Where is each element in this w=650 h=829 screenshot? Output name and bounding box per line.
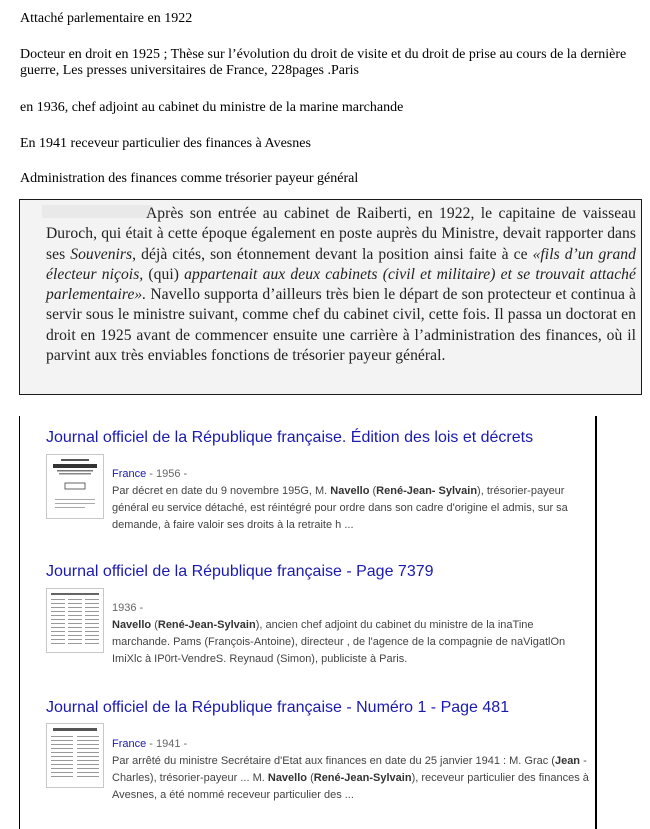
result-snippet-3 (112, 753, 592, 804)
snippet-highlight: Jean (554, 755, 581, 767)
excerpt-part-2: , déjà cités, son étonnement devant la position ainsi faite à ce (132, 245, 533, 263)
result-year-3: - 1941 - (146, 738, 188, 750)
book-excerpt-scan (19, 199, 642, 395)
result-year-2: 1936 - (112, 602, 144, 614)
result-source-1[interactable]: France (112, 468, 147, 480)
snippet-text: ( (307, 772, 314, 784)
snippet-highlight: Navello (267, 772, 308, 784)
result-meta-1 (112, 467, 187, 481)
snippet-highlight: René-Jean-Sylvain (157, 619, 256, 631)
snippet-highlight: René-Jean- Sylvain (376, 485, 478, 497)
career-line-administration: Administration des finances comme trésorier payeur général (20, 171, 359, 186)
result-year-1: - 1956 - (146, 468, 188, 480)
snippet-text: Par décret en date du 9 novembre 195G, M. (112, 485, 331, 497)
result-title-2[interactable]: Journal officiel de la République française - Page 7379 (46, 563, 434, 580)
snippet-text: ( (151, 619, 158, 631)
result-meta-3 (112, 737, 187, 751)
result-thumbnail-1[interactable] (46, 454, 104, 519)
excerpt-part-4: Navello supporta d’ailleurs très bien le départ de son protecteur et continua à servir sous le ministre suivant, comme chef du cabinet civil, cette fois. Il passa un doctorat en droit en 1925 avant de commencer ensuite une carrière à l’administration des finances, où il parvint aux très enviables fonctions de trésorier payeur général. (46, 286, 636, 365)
snippet-text: Par arrêté du ministre Secrétaire d'Etat aux finances en date du 25 janvier 1941 : M. Grac ( (112, 755, 555, 767)
snippet-text: ( (369, 485, 377, 497)
newspaper-cover-icon (47, 455, 103, 518)
snippet-text: ), ancien chef adjoint du cabinet du ministre de la inaTine marchande. Pams (François-Antoine), directeur , de l'agence de la compagnie de naVigatlOn ImiXlc à IP0rt-VendreS. Reynaud (Simon), publiciste à Paris. (112, 619, 566, 665)
career-line-1936: en 1936, chef adjoint au cabinet du ministre de la marine marchande (20, 100, 404, 115)
newspaper-page-icon (47, 589, 103, 652)
result-title-1[interactable]: Journal officiel de la République française. Édition des lois et décrets (46, 429, 534, 446)
snippet-text: - Charles), trésorier-payeur ... M. (112, 755, 587, 784)
search-results-panel (19, 416, 597, 829)
excerpt-part-3: (qui) (143, 265, 185, 283)
result-thumbnail-2[interactable] (46, 588, 104, 653)
excerpt-italic-2: «fils d’un grand électeur niçois, (46, 245, 636, 283)
result-snippet-1 (112, 483, 592, 534)
result-source-3[interactable]: France (112, 738, 147, 750)
excerpt-part-1: Après son entrée au cabinet de Raiberti, en 1922, le capitaine de vaisseau Duroch, qui était à cette époque également en poste auprès du Ministre, devait rapporter dans ses (46, 205, 636, 263)
book-excerpt-text (46, 204, 636, 366)
result-meta-2 (112, 601, 143, 615)
result-thumbnail-3[interactable] (46, 723, 104, 788)
career-line-1925: Docteur en droit en 1925 ; Thèse sur l’évolution du droit de visite et du droit de prise au cours de la dernière guerre, Les presses universitaires de France, 228pages .Paris (20, 47, 627, 78)
result-snippet-2 (112, 617, 592, 668)
career-line-1922: Attaché parlementaire en 1922 (20, 11, 193, 26)
excerpt-italic-3: appartenait aux deux cabinets (civil et militaire) et se trouvait attaché parlementaire». (46, 265, 636, 304)
career-line-1941: En 1941 receveur particulier des finances à Avesnes (20, 136, 311, 151)
snippet-text: ), trésorier-payeur général eu service détaché, est réintégré pour ordre dans son cadre d'origine el admis, sur sa demande, à faire valoir ses droits à la retraite h ... (112, 485, 568, 531)
snippet-highlight: René-Jean-Sylvain (313, 772, 412, 784)
excerpt-italic-1: Souvenirs (70, 245, 133, 263)
snippet-text: ), receveur particulier des finances à Avesnes, a été nommé receveur particulier des ... (112, 772, 589, 801)
snippet-highlight: Navello (112, 619, 152, 631)
newspaper-page-icon (47, 724, 103, 787)
snippet-highlight: Navello (330, 485, 370, 497)
result-title-3[interactable]: Journal officiel de la République française - Numéro 1 - Page 481 (46, 699, 510, 716)
